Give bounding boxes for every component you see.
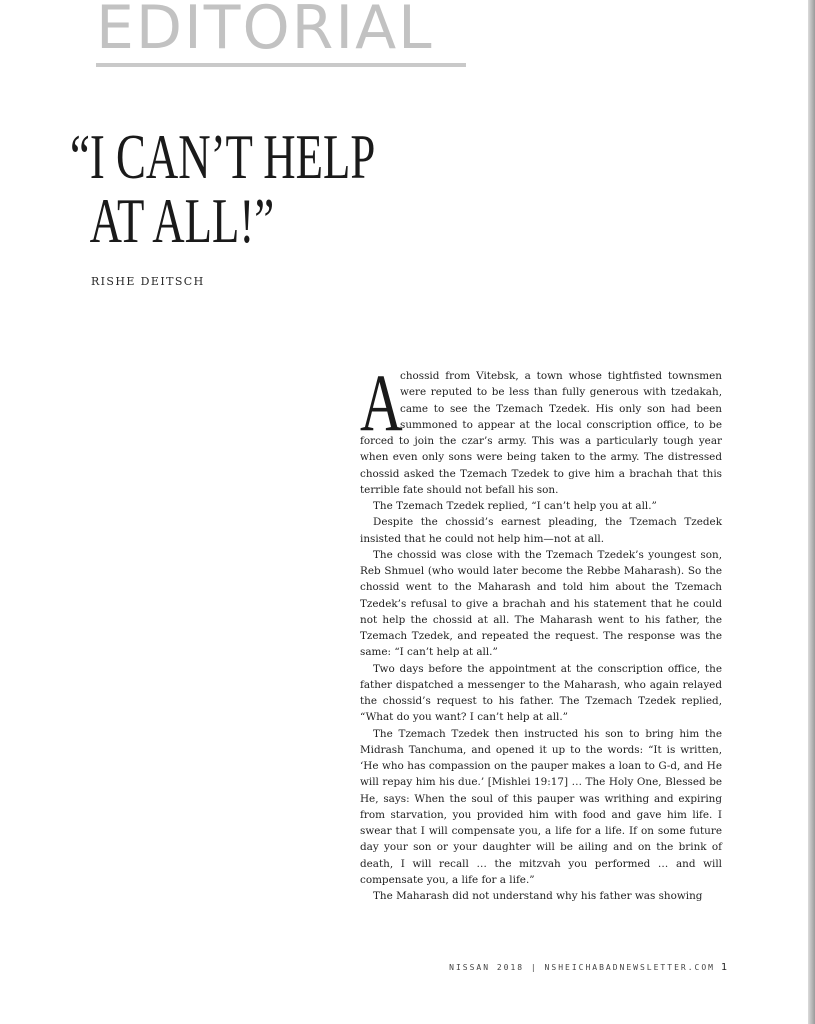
page-footer [425,962,727,973]
drop-cap: A [360,357,403,448]
article-paragraph: The Tzemach Tzedek replied, “I can’t help you at all.” [373,500,657,512]
article-body [360,357,722,904]
article-paragraph: Two days before the appointment at the conscription office, the father dispatched a messenger to the Maharash, who again relayed the chossid’s request to his father. The Tzemach Tzedek replied, “What do you want? I can’t help at all.” [360,662,722,724]
headline-line-1: “I CAN’T HELP [70,121,376,192]
headline-line-2: AT ALL!” [89,185,275,256]
article-paragraph [360,357,722,498]
article-paragraph: The Maharash did not understand why his father was showing [373,890,703,902]
article-headline [70,121,376,256]
paragraph-text: chossid from Vitebsk, a town whose tightfisted townsmen were reputed to be less than fully generous with tzedakah, came to see the Tzemach Tzedek. His only son had been summoned to appear at the local conscription office, to be forced to join the czar’s army. This was a particularly tough year when even only sons were being taken to the army. The distressed chossid asked the Tzemach Tzedek to give him a brachah that this terrible fate should not befall his son. [360,370,722,496]
page-edge-shadow [808,0,815,1024]
article-paragraph: The Tzemach Tzedek then instructed his son to bring him the Midrash Tanchuma, and opened it up to the words: “It is written, ‘He who has compassion on the pauper makes a loan to G-d, and He will repay him his due.’ [Mishlei 19:17] … The Holy One, Blessed be He, says: When the soul of this pauper was writhing and expiring from starvation, you provided him with food and gave him life. I swear that I will compensate you, a life for a life. If on some future day your son or your daughter will be ailing and on the brink of death, I will recall … the mitzvah you performed … and will compensate you, a life for a life.” [360,727,722,886]
section-label: EDITORIAL [96,0,434,60]
footer-running-text: NISSAN 2018 | NSHEICHABADNEWSLETTER.COM [449,963,715,972]
article-paragraph: The chossid was close with the Tzemach Tzedek’s youngest son, Reb Shmuel (who would later become the Rebbe Maharash). So the chossid went to the Maharash and told him about the Tzemach Tzedek’s refusal to give a brachah and his statement that he could not help the chossid at all. The Maharash went to his father, the Tzemach Tzedek, and repeated the request. The response was the same: “I can’t help at all.” [360,548,722,659]
author-byline: RISHE DEITSCH [91,275,205,288]
section-underline [96,63,466,67]
article-paragraph: Despite the chossid’s earnest pleading, the Tzemach Tzedek insisted that he could not help him—not at all. [360,516,722,545]
page-number: 1 [720,962,727,973]
